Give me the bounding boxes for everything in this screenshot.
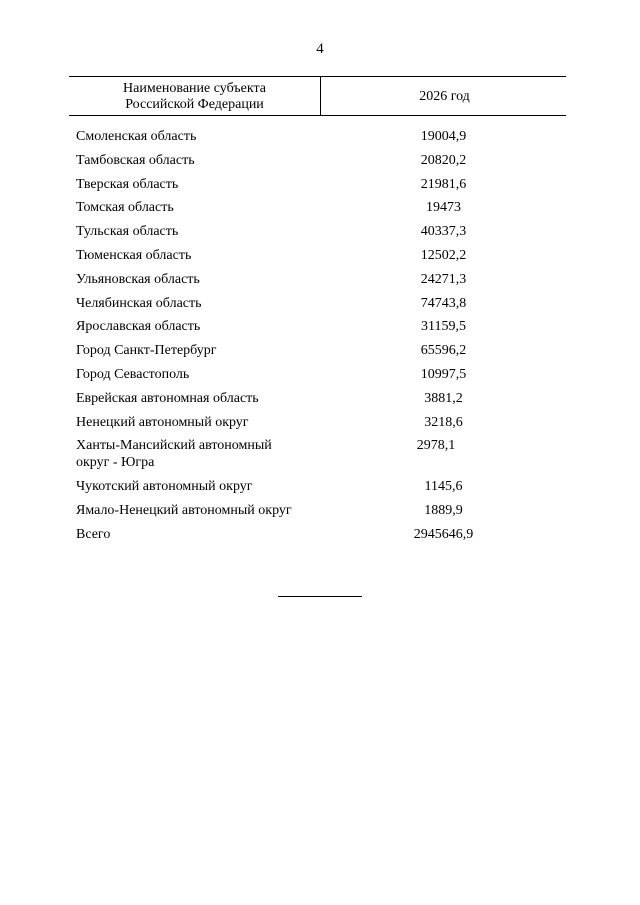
table-row <box>69 366 566 383</box>
header-subject-name-line2: Российской Федерации <box>125 97 264 112</box>
table-row <box>69 478 566 495</box>
table-row <box>69 128 566 145</box>
row-subject-name: Еврейская автономная область <box>76 390 259 406</box>
table-row <box>69 199 566 216</box>
row-subject-name: Тамбовская область <box>76 152 195 168</box>
table-row <box>69 176 566 193</box>
row-subject-name: Ненецкий автономный округ <box>76 414 249 430</box>
row-subject-name: Ханты-Мансийский автономный округ - Югра <box>76 438 272 471</box>
table-row <box>69 271 566 288</box>
table-row <box>69 414 566 431</box>
row-subject-name: Тульская область <box>76 224 179 240</box>
header-subject-name <box>69 77 321 115</box>
row-subject-name: Город Севастополь <box>76 366 190 382</box>
row-subject-name: Тверская область <box>76 176 179 192</box>
row-value: 2978,1 <box>416 438 456 454</box>
row-value: 12502,2 <box>420 247 467 263</box>
row-value: 10997,5 <box>420 366 467 382</box>
row-subject-name: Тюменская область <box>76 247 192 263</box>
page-number: 4 <box>316 41 324 57</box>
table-row <box>69 152 566 169</box>
header-year: 2026 год <box>419 89 470 104</box>
row-value: 3881,2 <box>424 390 463 406</box>
table-header <box>69 76 566 116</box>
row-value: 65596,2 <box>420 343 467 359</box>
table-row-total <box>69 526 566 543</box>
table-row <box>69 502 566 519</box>
table-row <box>69 318 566 335</box>
row-value: 31159,5 <box>421 319 466 335</box>
table-row <box>69 437 566 471</box>
row-subject-name: Томская область <box>76 200 174 216</box>
row-value: 1145,6 <box>424 479 463 495</box>
row-subject-name: Всего <box>76 526 111 542</box>
table-row <box>69 390 566 407</box>
row-value: 1889,9 <box>424 502 463 518</box>
header-subject-name-line1: Наименование субъекта <box>123 81 266 96</box>
row-subject-name: Город Санкт-Петербург <box>76 343 217 359</box>
row-subject-name: Ярославская область <box>76 319 201 335</box>
row-subject-name: Смоленская область <box>76 129 197 144</box>
table-row <box>69 342 566 359</box>
row-value: 40337,3 <box>420 224 467 240</box>
table-row <box>69 223 566 240</box>
row-subject-name: Ульяновская область <box>76 271 200 287</box>
row-subject-name: Ямало-Ненецкий автономный округ <box>76 502 292 518</box>
row-value: 3218,6 <box>424 414 463 430</box>
end-of-document-rule <box>278 596 362 597</box>
allocation-table <box>69 76 566 550</box>
row-value: 20820,2 <box>420 152 467 168</box>
row-value: 74743,8 <box>420 295 467 311</box>
table-body <box>69 128 566 543</box>
table-row <box>69 247 566 264</box>
row-value: 2945646,9 <box>413 526 474 542</box>
row-value: 19473 <box>426 200 461 216</box>
row-subject-name: Челябинская область <box>76 295 202 311</box>
row-subject-name: Чукотский автономный округ <box>76 479 253 495</box>
row-value: 19004,9 <box>420 129 467 144</box>
row-value: 24271,3 <box>420 271 467 287</box>
row-value: 21981,6 <box>420 176 467 192</box>
table-row <box>69 295 566 312</box>
